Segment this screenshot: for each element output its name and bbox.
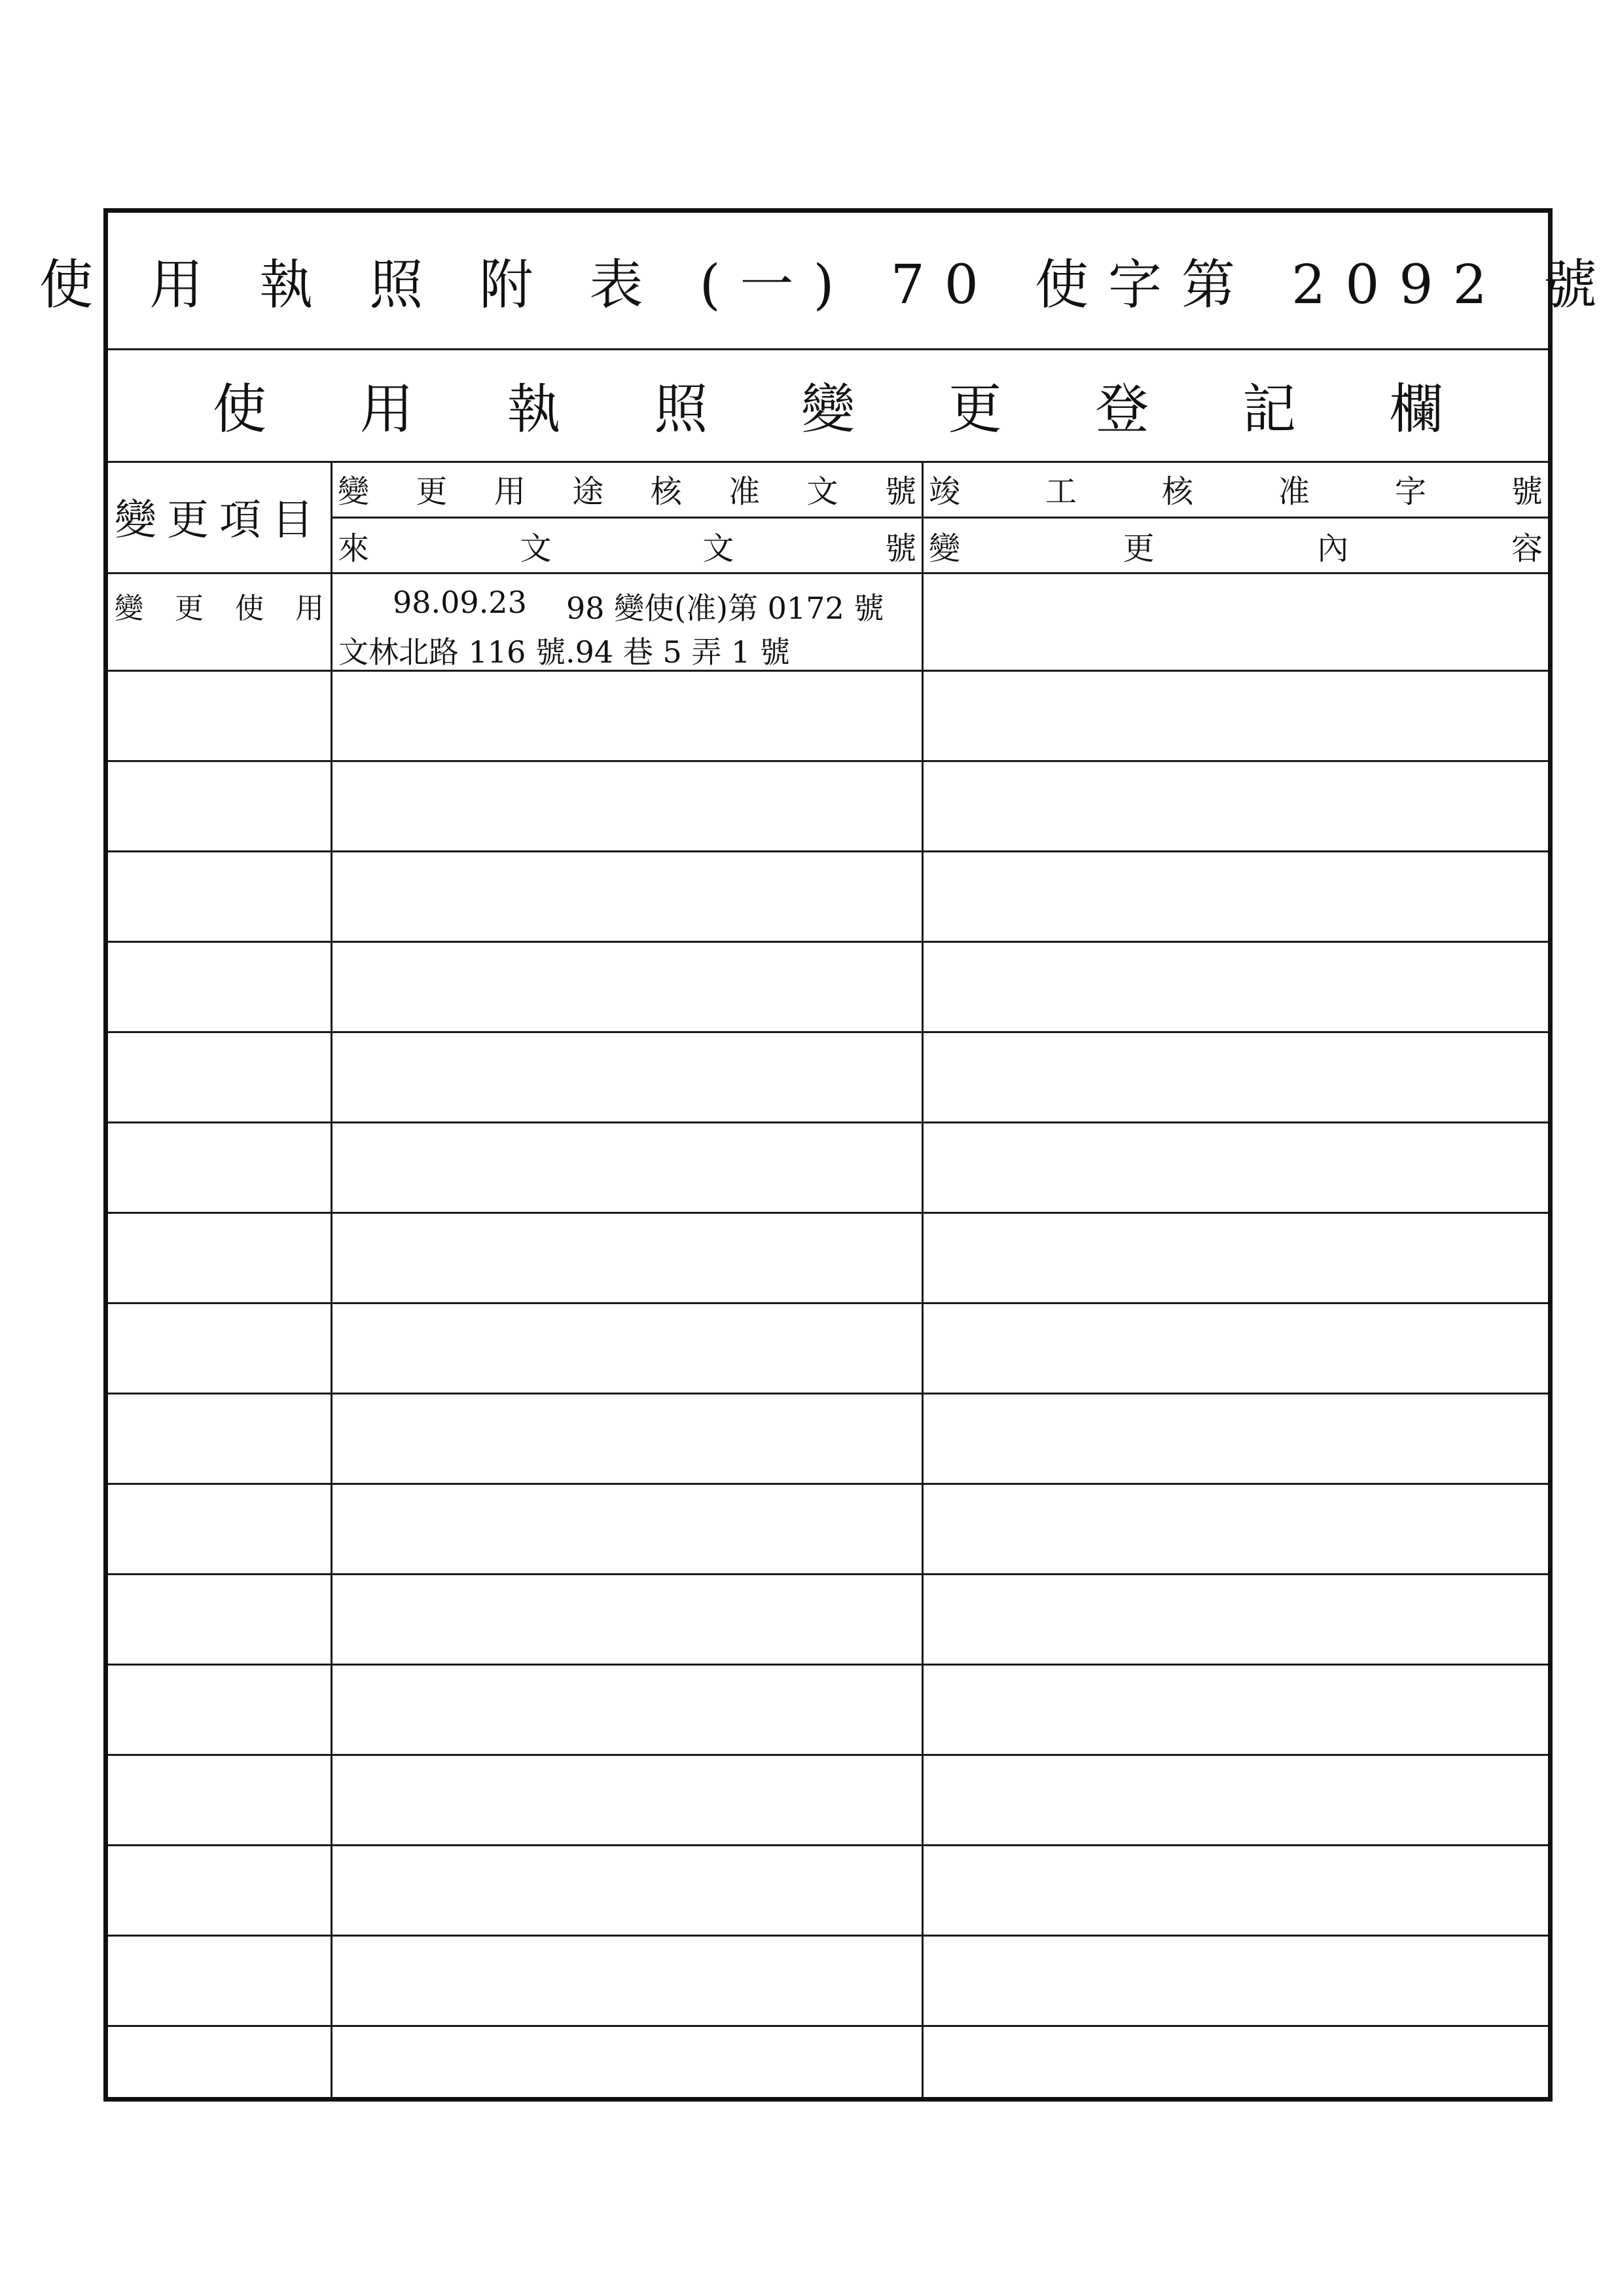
approval-doc-header-cell — [333, 461, 922, 517]
section-heading-char: 更 — [948, 378, 1002, 441]
header-char: 核 — [1161, 473, 1193, 510]
column-divider — [331, 461, 333, 2097]
approval-doc-header — [333, 466, 922, 511]
header-char: 字 — [1394, 473, 1426, 510]
entry-item-char: 更 — [175, 592, 204, 625]
header-char: 更 — [1123, 530, 1155, 567]
row-divider — [108, 1212, 1548, 1214]
change-registration-form — [39, 208, 1617, 2102]
section-heading-char: 登 — [1095, 378, 1149, 441]
row-divider — [108, 760, 1548, 762]
header-char: 來 — [338, 530, 370, 567]
header-char: 准 — [728, 473, 761, 510]
title-row — [39, 213, 1617, 348]
section-heading-char: 照 — [654, 378, 708, 441]
row-divider — [108, 1302, 1548, 1304]
row-divider — [108, 1935, 1548, 1937]
header-char: 途 — [572, 473, 604, 510]
section-heading-char: 記 — [1242, 378, 1297, 441]
entry-date: 98.09.23 — [393, 585, 527, 620]
change-content-header-cell — [924, 519, 1548, 572]
header-char: 核 — [650, 473, 682, 510]
incoming-doc-header-cell — [333, 519, 922, 572]
incoming-doc-header — [333, 523, 922, 568]
completion-header — [924, 466, 1548, 511]
header-char: 更 — [416, 473, 448, 510]
column-divider — [922, 461, 924, 2097]
header-char: 變 — [338, 473, 370, 510]
entry-approval-no: 98 變使(准)第 0172 號 — [566, 591, 884, 626]
header-char: 文 — [806, 473, 838, 510]
row-divider — [108, 1393, 1548, 1394]
divider — [333, 517, 1548, 519]
section-heading-char: 使 — [213, 378, 267, 441]
divider — [108, 572, 1548, 574]
section-heading-char: 用 — [359, 378, 414, 441]
header-char: 竣 — [929, 473, 961, 510]
item-header-cell — [108, 461, 331, 572]
header-char: 號 — [1511, 473, 1543, 510]
entry-item-char: 用 — [295, 592, 324, 625]
header-char: 號 — [884, 530, 916, 567]
row-divider — [108, 2025, 1548, 2027]
header-char: 准 — [1278, 473, 1310, 510]
completion-header-cell — [924, 461, 1548, 517]
form-title: 使 用 執 照 附 表 (一) 70 使字第 2092 號 — [39, 254, 1617, 316]
header-char: 文 — [520, 530, 552, 567]
section-heading-char: 執 — [507, 378, 561, 441]
row-divider — [108, 670, 1548, 672]
header-char: 用 — [494, 473, 526, 510]
section-heading — [213, 348, 1443, 461]
change-content-header — [924, 523, 1548, 568]
header-char: 容 — [1511, 530, 1543, 567]
header-char: 變 — [929, 530, 961, 567]
item-header: 變更項目 — [115, 496, 324, 545]
row-divider — [108, 850, 1548, 852]
row-divider — [108, 1031, 1548, 1033]
header-char: 號 — [884, 473, 916, 510]
header-char: 內 — [1317, 530, 1349, 567]
row-divider — [108, 1664, 1548, 1666]
row-divider — [108, 941, 1548, 943]
row-divider — [108, 1573, 1548, 1575]
row-divider — [108, 1121, 1548, 1123]
entry-item-char: 變 — [115, 592, 143, 625]
row-divider — [108, 1483, 1548, 1485]
entry-item — [115, 585, 324, 627]
section-heading-char: 變 — [800, 378, 855, 441]
row-divider — [108, 1754, 1548, 1756]
header-char: 工 — [1045, 473, 1077, 510]
entry-address: 文林北路 116 號.94 巷 5 弄 1 號 — [338, 634, 790, 670]
entry-item-char: 使 — [235, 592, 264, 625]
section-heading-char: 欄 — [1389, 378, 1443, 441]
section-heading-row — [108, 348, 1548, 461]
row-divider — [108, 1844, 1548, 1846]
header-char: 文 — [702, 530, 734, 567]
